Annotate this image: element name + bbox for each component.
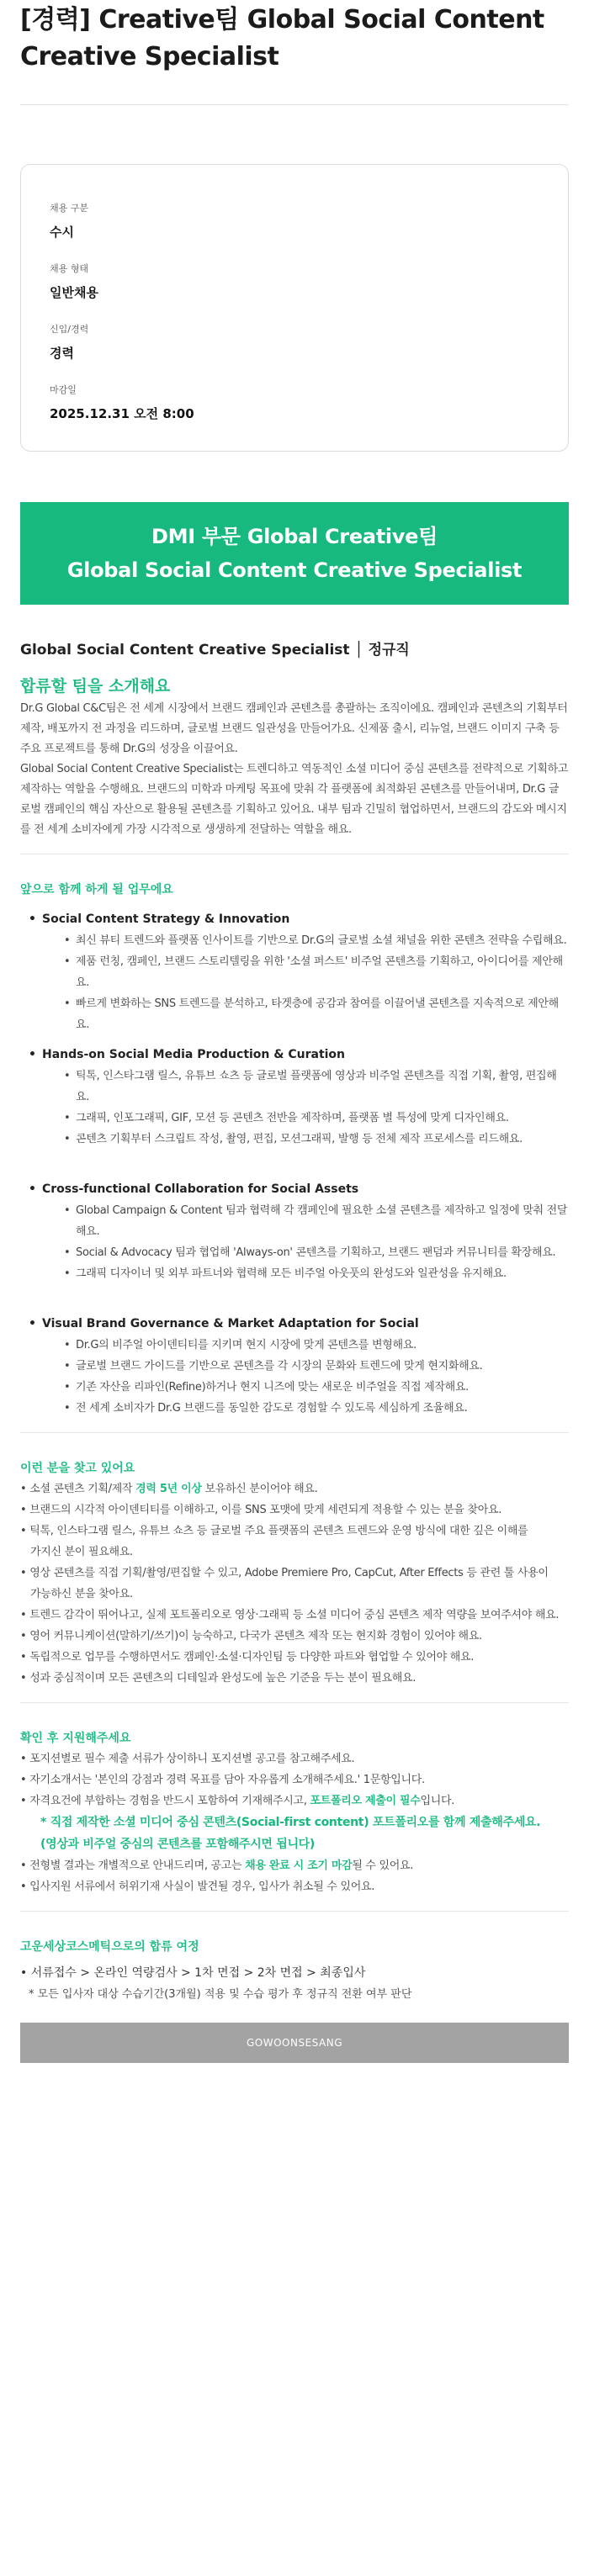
requirement-item: • 영어 커뮤니케이션(말하기/쓰기)이 능숙하고, 다국가 콘텐츠 제작 또는 현지화 경험이 있어야 해요. [20, 1630, 482, 1642]
task-group [20, 908, 569, 1035]
task-item: • 빠르게 변화하는 SNS 트렌드를 분석하고, 타겟층에 공감과 참여를 이끌어낼 콘텐츠를 지속적으로 제안해요. [20, 993, 569, 1035]
task-item: • 기존 자산을 리파인(Refine)하거나 현지 니즈에 맞는 새로운 비주얼을 직접 제작해요. [20, 1377, 569, 1398]
info-label: 마감일 [50, 384, 77, 395]
task-item: • 콘텐츠 기획부터 스크립트 작성, 촬영, 편집, 모션그래픽, 발행 등 전체 제작 프로세스를 리드해요. [20, 1129, 569, 1150]
info-label: 채용 구분 [50, 203, 89, 214]
section-divider [20, 1911, 569, 1912]
task-item: • 그래픽, 인포그래픽, GIF, 모션 등 콘텐츠 전반을 제작하며, 플랫폼 별 특성에 맞게 디자인해요. [20, 1108, 569, 1129]
requirement-item: • 브랜드의 시각적 아이덴티티를 이해하고, 이를 SNS 포맷에 맞게 세련되게 적용할 수 있는 분을 찾아요. [20, 1504, 502, 1516]
task-group [20, 1313, 569, 1419]
team-intro-title: 합류할 팀을 소개해요 [20, 677, 171, 696]
spacer [20, 1284, 569, 1304]
requirement-item: • 틱톡, 인스타그램 릴스, 유튜브 쇼츠 등 글로벌 주요 플랫폼의 콘텐츠 트렌드와 운영 방식에 대한 깊은 이해를 [20, 1525, 528, 1537]
job-heading: Global Social Content Creative Specialist │ 정규직 [20, 642, 410, 659]
info-label: 신입/경력 [50, 324, 89, 335]
task-group-title: • Cross-functional Collaboration for Social Assets [20, 1178, 569, 1200]
page-title: [경력] Creative팀 Global Social Content Creative Specialist [20, 5, 544, 71]
task-item: • 틱톡, 인스타그램 릴스, 유튜브 쇼츠 등 글로벌 플랫폼에 영상과 비주얼 콘텐츠를 직접 기획, 촬영, 편집해요. [20, 1066, 569, 1108]
task-item: • 글로벌 브랜드 가이드를 기반으로 콘텐츠를 각 시장의 문화와 트렌드에 맞게 현지화해요. [20, 1356, 569, 1377]
bottom-spacer [20, 2063, 569, 2083]
task-item: • 제품 런칭, 캠페인, 브랜드 스토리텔링을 위한 '소셜 퍼스트' 비주얼 콘텐츠를 기획하고, 아이디어를 제안해요. [20, 951, 569, 993]
task-item: • Global Campaign & Content 팀과 협력해 각 캠페인에 필요한 소셜 콘텐츠를 제작하고 일정에 맞춰 전달해요. [20, 1200, 569, 1242]
task-item: • 전 세계 소비자가 Dr.G 브랜드를 동일한 감도로 경험할 수 있도록 세심하게 조율해요. [20, 1398, 569, 1419]
process-note: * 모든 입사자 대상 수습기간(3개월) 적용 및 수습 평가 후 정규직 전환 여부 판단 [29, 1988, 412, 2001]
requirement-item: • 트렌드 감각이 뛰어나고, 실제 포트폴리오로 영상·그래픽 등 소셜 미디어 중심 콘텐츠 제작 역량을 보여주셔야 해요. [20, 1609, 560, 1621]
task-item: • Dr.G의 비주얼 아이덴티티를 지키며 현지 시장에 맞게 콘텐츠를 변형해요. [20, 1335, 569, 1356]
requirement-item-continued: 가능하신 분을 찾아요. [30, 1588, 133, 1600]
info-value: 2025.12.31 오전 8:00 [50, 406, 194, 421]
apply-item: • 포지션별로 필수 제출 서류가 상이하니 포지션별 공고를 참고해주세요. [20, 1753, 355, 1765]
portfolio-note-sub: (영상과 비주얼 중심의 콘텐츠를 포함해주시면 됩니다) [40, 1838, 315, 1851]
info-value: 경력 [50, 346, 74, 361]
task-group-title: • Hands-on Social Media Production & Curation [20, 1044, 569, 1066]
position-banner [20, 502, 569, 605]
banner-team: DMI 부문 Global Creative팀 [151, 525, 438, 548]
task-item: • 그래픽 디자이너 및 외부 파트너와 협력해 모든 비주얼 아웃풋의 완성도와 일관성을 유지해요. [20, 1263, 569, 1284]
task-group [20, 1044, 569, 1150]
text: • 소셜 콘텐츠 기획/제작 [20, 1483, 136, 1495]
requirement-item [20, 1478, 569, 1500]
text: • 자격요건에 부합하는 경험을 반드시 포함하여 기재해주시고, [20, 1795, 310, 1807]
tasks-title: 앞으로 함께 하게 될 업무에요 [20, 883, 173, 897]
portfolio-note: * 직접 제작한 소셜 미디어 중심 콘텐츠(Social-first content) 포트폴리오를 함께 제출해주세요. [40, 1816, 541, 1829]
apply-item [20, 1855, 569, 1876]
section-divider [20, 1432, 569, 1433]
text: 입니다. [420, 1795, 455, 1807]
requirements-title: 이런 분을 찾고 있어요 [20, 1462, 135, 1475]
apply-title: 확인 후 지원해주세요 [20, 1732, 131, 1745]
process-title: 고운세상코스메틱으로의 합류 여정 [20, 1940, 199, 1954]
task-group [20, 1178, 569, 1284]
requirement-item-continued: 가지신 분이 필요해요. [30, 1546, 133, 1558]
highlight-text: 경력 5년 이상 [135, 1483, 202, 1495]
task-item: • Social & Advocacy 팀과 협업해 'Always-on' 콘텐츠를 기획하고, 브랜드 팬덤과 커뮤니티를 확장해요. [20, 1242, 569, 1263]
info-deadline [50, 383, 539, 427]
requirement-item: • 영상 콘텐츠를 직접 기획/촬영/편집할 수 있고, Adobe Premiere Pro, CapCut, After Effects 등 관련 툴 사용이 [20, 1567, 549, 1579]
task-group-title: • Social Content Strategy & Innovation [20, 908, 569, 930]
requirement-item: • 성과 중심적이며 모든 콘텐츠의 디테일과 완성도에 높은 기준을 두는 분이 필요해요. [20, 1672, 417, 1685]
apply-item: • 자기소개서는 '본인의 강점과 경력 목표를 담아 자유롭게 소개해주세요.' 1문항입니다. [20, 1774, 425, 1786]
task-group-title: • Visual Brand Governance & Market Adaptation for Social [20, 1313, 569, 1335]
info-hire-type [50, 202, 539, 246]
team-intro-paragraph: Dr.G Global C&C팀은 전 세계 시장에서 브랜드 캠페인과 콘텐츠를 총괄하는 조직이에요. 캠페인과 콘텐츠의 기획부터 제작, 배포까지 전 과정을 리드하며, 글로벌 브랜드 일관성을 만들어가요. 신제품 출시, 리뉴얼, 브랜드 이미지 구축 등 주요 프로젝트를 통해 Dr.G의 성장을 이끌어요. [20, 702, 568, 755]
info-value: 수시 [50, 225, 74, 240]
banner-position: Global Social Content Creative Specialist [66, 558, 523, 582]
highlight-text: 채용 완료 시 조기 마감 [245, 1859, 353, 1872]
apply-item [20, 1791, 569, 1812]
text: 보유하신 분이어야 해요. [201, 1483, 318, 1495]
requirement-item: • 독립적으로 업무를 수행하면서도 캠페인·소셜·디자인팀 등 다양한 파트와 협업할 수 있어야 해요. [20, 1651, 475, 1664]
info-career-level [50, 323, 539, 367]
apply-item: • 입사지원 서류에서 허위기재 사실이 발견될 경우, 입사가 취소될 수 있어요. [20, 1880, 375, 1893]
text: • 전형별 결과는 개별적으로 안내드리며, 공고는 [20, 1859, 246, 1872]
apply-button[interactable]: GOWOONSESANG [20, 2023, 569, 2063]
spacer [20, 1150, 569, 1170]
text: 될 수 있어요. [352, 1859, 414, 1872]
job-info-card [20, 164, 569, 452]
highlight-text: 포트폴리오 제출이 필수 [310, 1795, 421, 1807]
info-label: 채용 형태 [50, 263, 89, 274]
process-steps: • 서류접수 > 온라인 역량검사 > 1차 면접 > 2차 면접 > 최종입사 [20, 1966, 366, 1980]
info-employment-type [50, 262, 539, 306]
title-divider [20, 104, 569, 105]
task-item: • 최신 뷰티 트렌드와 플랫폼 인사이트를 기반으로 Dr.G의 글로벌 소셜 채널을 위한 콘텐츠 전략을 수립해요. [20, 930, 569, 951]
role-intro-paragraph: Global Social Content Creative Specialist는 트렌디하고 역동적인 소셜 미디어 중심 콘텐츠를 전략적으로 기획하고 제작하는 역할을 수행해요. 브랜드의 미학과 마케팅 목표에 맞춰 각 플랫폼에 최적화된 콘텐츠를 만들어내며, Dr.G 글로벌 캠페인의 핵심 자산으로 활용될 콘텐츠를 기획하고 있어요. 내부 팀과 긴밀히 협업하면서, 브랜드의 감도와 메시지를 전 세계 소비자에게 가장 시각적으로 생생하게 전달하는 역할을 해요. [20, 763, 569, 836]
info-value: 일반채용 [50, 285, 98, 300]
section-divider [20, 1702, 569, 1703]
